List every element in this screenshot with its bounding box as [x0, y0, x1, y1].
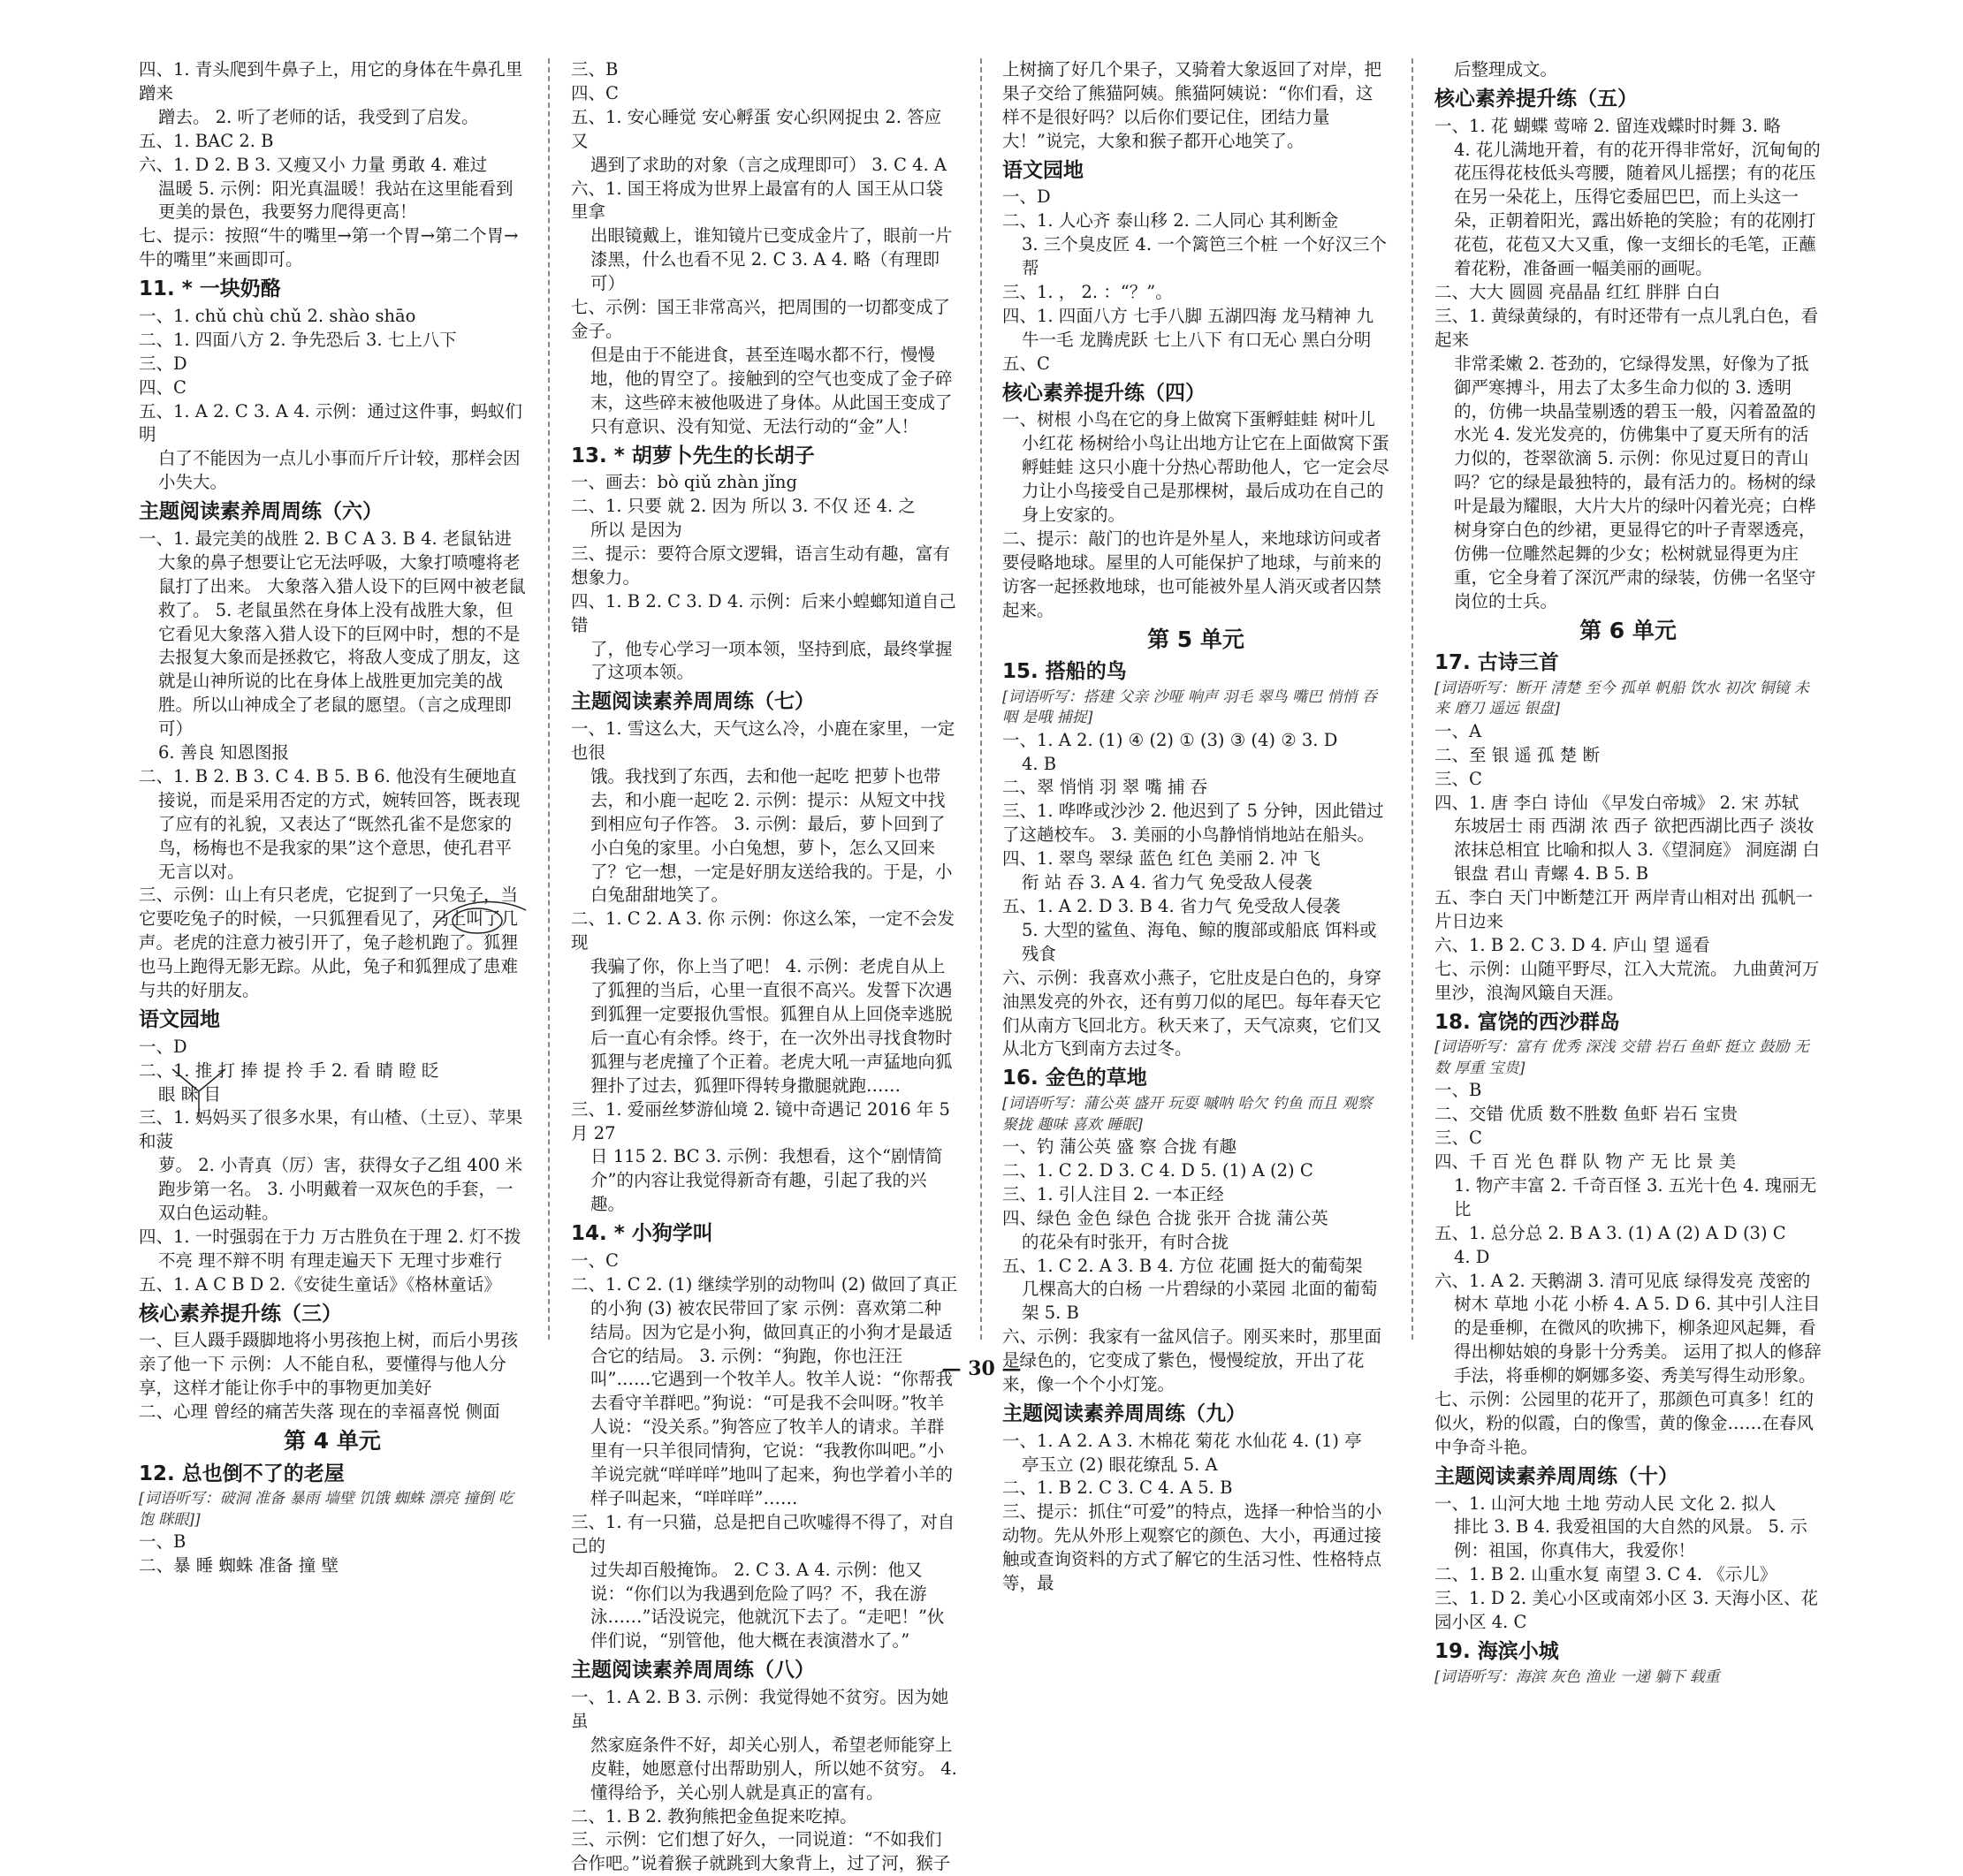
section-heading: 语文园地: [1002, 158, 1084, 182]
answer-line: 三、1. 引人注目 2. 一本正经: [1002, 1183, 1224, 1204]
correction-mark-drawing: [429, 892, 535, 946]
answer-line: 三、C: [1434, 1128, 1482, 1149]
answer-line: 出眼镜戴上，谁知镜片已变成金片了，眼前一片漆黑，什么也看不见 2. C 3. A 4. 略（有理即可）: [590, 225, 953, 294]
section-heading: 核心素养提升练（四）: [1002, 381, 1206, 405]
answer-line: 几棵高大的白杨 一片碧绿的小菜园 北面的葡萄架 5. B: [1022, 1279, 1378, 1324]
answer-line: 一、D: [1002, 186, 1051, 208]
answer-line: 三、1. 妈妈买了很多水果，有山楂、（土豆）、苹果和菠: [139, 1107, 523, 1152]
answer-line: 五、1. 安心睡觉 安心孵蛋 安心织网捉虫 2. 答应 又: [571, 106, 942, 151]
answer-line: 五、1. A 2. D 3. B 4. 省力气 免受敌人侵袭: [1002, 895, 1341, 916]
answer-line: 一、钓 蒲公英 盛 察 合拢 有趣: [1002, 1135, 1236, 1157]
answer-line: 一、C: [571, 1249, 619, 1271]
answer-line: 牛一毛 龙腾虎跃 七上八下 有口无心 黑白分明: [1022, 329, 1372, 350]
column-divider: [1411, 58, 1413, 1340]
answer-line: 3. 三个臭皮匠 4. 一个篱笆三个桩 一个好汉三个帮: [1022, 234, 1388, 279]
page-number: [0, 1357, 1963, 1380]
answer-line: 二、1. C 2. (1) 继续学别的动物叫 (2) 做回了真正: [571, 1273, 958, 1295]
answer-line: 四、1. 四面八方 七手八脚 五湖四海 龙马精神 九: [1002, 305, 1374, 326]
unit-heading: 第 6 单元: [1579, 617, 1677, 643]
answer-line: 三、1. 爱丽丝梦游仙境 2. 镜中奇遇记 2016 年 5 月 27: [571, 1098, 950, 1143]
answer-line: 饿。我找到了东西，去和他一起吃 把萝卜也带去，和小鹿一起吃 2. 示例：提示：从短文中找到相应句子作答。 3. 示例：最后，萝卜回到了小白兔的家里。小白兔想，萝卜，怎么又回来了？它一想，一定是好朋友送给我的。于是，小白兔甜甜地笑了。: [590, 765, 953, 906]
answer-line: 所以 是因为: [590, 520, 682, 541]
answer-line: 日 115 2. BC 3. 示例：我想看，这个“剧情简介”的内容让我觉得新奇有趣，引起了我的兴趣。: [590, 1146, 943, 1215]
answer-line: 五、1. 总分总 2. B A 3. (1) A (2) A D (3) C: [1434, 1222, 1786, 1243]
answer-line: 三、1. 有一只猫，总是把自己吹嘘得不得了，对自己的: [571, 1511, 955, 1556]
answer-line: 一、B: [139, 1531, 186, 1553]
answer-line: 二、1. 四面八方 2. 争先恐后 3. 七上八下: [139, 329, 457, 350]
unit-heading: 第 4 单元: [284, 1428, 381, 1454]
section-heading: 19. 海滨小城: [1434, 1640, 1559, 1663]
answer-line: 四、1. 青头爬到牛鼻子上，用它的身体在牛鼻孔里蹭来: [139, 59, 523, 103]
section-heading: 12. 总也倒不了的老屋: [139, 1462, 345, 1485]
answer-line: 衔 站 吞 3. A 4. 省力气 免受敌人侵袭: [1022, 872, 1312, 893]
answer-line: 六、示例：我喜欢小燕子，它肚皮是白色的，身穿油黑发亮的外衣，还有剪刀似的尾巴。每年春天它们从南方飞回北方。秋天来了，天气凉爽，它们又从北方飞到南方去过冬。: [1002, 967, 1382, 1060]
answer-line: 二、1. B 2. C 3. C 4. A 5. B: [1002, 1477, 1233, 1499]
answer-line: 四、1. 一时强弱在于力 万古胜负在于理 2. 灯不拨: [139, 1226, 521, 1247]
answer-line: 蹭去。 2. 听了老师的话，我受到了启发。: [158, 106, 479, 127]
vocab-list: [词语听写：断开 清楚 至今 孤单 帆船 饮水 初次 铜镜 未来 磨刀 遥远 银盘]: [1434, 679, 1809, 718]
section-heading: 11. * 一块奶酪: [139, 277, 281, 301]
answer-line: 但是由于不能进食，甚至连喝水都不行，慢慢地，他的胃空了。接触到的空气也变成了金子碎末，这些碎末被他吸进了身体。从此国王变成了只有意识、没有知觉、无法行动的“金”人！: [590, 344, 953, 437]
answer-line: 一、1. 最完美的战胜 2. B C A 3. B 4. 老鼠钻进: [139, 528, 512, 549]
answer-line: 树木 草地 小花 小桥 4. A 5. D 6. 其中引人注目的是垂柳，在微风的吹拂下，柳条迎风起舞，看得出柳姑娘的身影十分秀美。 运用了拟人的修辞手法，将垂柳的婀娜多姿、秀美写得生动形象。: [1454, 1294, 1822, 1386]
answer-line: 我骗了你，你上当了吧！ 4. 示例：老虎自从上了狐狸的当后，心里一直很不高兴。发誓下次遇到狐狸一定要报仇雪恨。狐狸自从上回侥幸逃脱后一直心有余悸。终于，在一次外出寻找食物时狐狸与老虎撞了个正着。老虎大吼一声猛地向狐狸扑了过去，狐狸吓得转身撒腿就跑……: [590, 956, 953, 1096]
answer-line: 二、至 银 遥 孤 楚 断: [1434, 744, 1600, 765]
vocab-list: [词语听写：蒲公英 盛开 玩耍 嘁呐 哈欠 钓鱼 而且 观察 聚拢 趣味 喜欢 睡眠]: [1002, 1095, 1373, 1134]
answer-line: 眼 眯 目: [158, 1083, 221, 1105]
page-number-text: — 30 —: [941, 1357, 1022, 1380]
answer-line: 一、1. A 2. A 3. 木棉花 菊花 水仙花 4. (1) 亭: [1002, 1430, 1362, 1451]
vocab-list: [词语听写：破洞 准备 暴雨 墙壁 饥饿 蜘蛛 漂亮 撞倒 吃饱 眯眼]]: [139, 1490, 514, 1529]
answer-line: 三、提示：抓住“可爱”的特点，选择一种恰当的小动物。先从外形上观察它的颜色、大小，再通过接触或查询资料的方式了解它的生活习性、性格特点等，最: [1002, 1501, 1382, 1594]
section-heading: 13. * 胡萝卜先生的长胡子: [571, 444, 815, 467]
column-divider: [548, 58, 550, 1340]
answer-line: 三、B: [571, 59, 619, 80]
answer-line: 一、1. A 2. (1) ④ (2) ① (3) ③ (4) ② 3. D: [1002, 729, 1338, 750]
section-heading: 主题阅读素养周周练（十）: [1434, 1464, 1678, 1488]
column-2: [571, 58, 958, 1876]
answer-line: 6. 善良 知恩图报: [158, 742, 290, 763]
answer-line: 的花朵有时张开，有时合拢: [1022, 1231, 1229, 1252]
answer-line: 二、暴 睡 蜘蛛 准备 撞 壁: [139, 1555, 339, 1576]
section-heading: 16. 金色的草地: [1002, 1067, 1147, 1090]
answer-line: 一、A: [1434, 720, 1482, 741]
answer-line: 五、C: [1002, 353, 1050, 374]
section-heading: 主题阅读素养周周练（九）: [1002, 1401, 1246, 1425]
answer-line: 后整理成文。: [1454, 59, 1558, 80]
answer-line: 非常柔嫩 2. 苍劲的，它绿得发黑，好像为了抵御严寒搏斗，用去了太多生命力似的 3. 透明的，仿佛一块晶莹剔透的碧玉一般，闪着盈盈的水光 4. 发光发亮的，仿佛集中了夏天所有的活力似的，苍翠欲滴 5. 示例：你见过夏日的青山吗？它的绿是最独特的，最有活力的。杨树的绿叶是最为耀眼，大片大片的绿叶闪着光亮；白桦树身穿白色的纱裙，更显得它的叶子青翠透亮，仿佛一位雕然起舞的少女；松树就显得更为庄重，它全身着了深沉严肃的绿装，仿佛一名坚守岗位的士兵。: [1454, 353, 1816, 611]
answer-line: 萝。 2. 小青真（厉）害，获得女子乙组 400 米跑步第一名。 3. 小明戴着一双灰色的手套，一双白色运动鞋。: [158, 1155, 523, 1224]
answer-line: 五、1. A C B D 2.《安徒生童话》《格林童话》: [139, 1273, 501, 1295]
answer-line: 二、提示：敲门的也许是外星人，来地球访问或者要侵略地球。屋里的人可能保护了地球，与前来的访客一起拯救地球，也可能被外星人消灭或者囚禁起来。: [1002, 528, 1382, 620]
answer-line: 二、心理 曾经的痛苦失落 现在的幸福喜悦 侧面: [139, 1401, 500, 1423]
answer-line: 亭玉立 (2) 眼花缭乱 5. A: [1022, 1454, 1218, 1475]
answer-line: 白了不能因为一点儿小事而斤斤计较，那样会因小失大。: [158, 448, 521, 493]
answer-line: 二、1. 推 打 捧 提 拎 手 2. 看 睛 瞪 眨: [139, 1060, 439, 1081]
answer-line: 温暖 5. 示例：阳光真温暖！我站在这里能看到更美的景色，我要努力爬得更高！: [158, 178, 514, 223]
answer-line: 东坡居士 雨 西湖 浓 西子 欲把西湖比西子 淡妆浓抹总相宜 比喻和拟人 3.《望洞庭》 洞庭湖 白银盘 君山 青螺 4. B 5. B: [1454, 816, 1820, 885]
vocab-list: [词语听写：富有 优秀 深浅 交错 岩石 鱼虾 挺立 鼓励 无数 厚重 宝贵]: [1434, 1038, 1809, 1077]
answer-line: 一、1. 雪这么大，天气这么冷，小鹿在家里，一定也很: [571, 718, 955, 763]
answer-line: 三、1. D 2. 美心小区或南郊小区 3. 天海小区、花园小区 4. C: [1434, 1588, 1818, 1633]
vocab-list: [词语听写：搭建 父亲 沙哑 响声 羽毛 翠鸟 嘴巴 悄悄 吞咽 是哦 捕捉]: [1002, 687, 1377, 727]
answer-line: 四、绿色 金色 绿色 合拢 张开 合拢 蒲公英: [1002, 1207, 1328, 1228]
answer-line: 四、1. B 2. C 3. D 4. 示例：后来小蝗螂知道自己错: [571, 590, 956, 635]
answer-line: 二、1. 只要 就 2. 因为 所以 3. 不仅 还 4. 之: [571, 496, 916, 517]
answer-line: 四、1. 唐 李白 诗仙 《早发白帝城》 2. 宋 苏轼: [1434, 792, 1799, 813]
answer-line: 一、1. 花 蝴蝶 莺啼 2. 留连戏蝶时时舞 3. 略: [1434, 115, 1781, 136]
answer-line: 四、1. 翠鸟 翠绿 蓝色 红色 美丽 2. 冲 飞: [1002, 848, 1320, 870]
answer-line: 4. 花儿满地开着，有的花开得非常好，沉甸甸的花压得花枝低头弯腰，随着风儿摇摆；有的花压在另一朵花上，压得它委屈巴巴，而上头这一朵，正朝着阳光，露出娇艳的笑脸；有的花刚打花苞，花苞又大又重，像一支细长的毛笔，正蘸着花粉，准备画一幅美丽的画呢。: [1454, 139, 1821, 279]
section-heading: 主题阅读素养周周练（六）: [139, 500, 383, 524]
answer-line: 七、提示：按照“牛的嘴里→第一个胃→第二个胃→牛的嘴里”来画即可。: [139, 225, 519, 270]
section-heading: 主题阅读素养周周练（八）: [571, 1659, 815, 1682]
section-heading: 17. 古诗三首: [1434, 651, 1559, 675]
answer-line: 二、翠 悄悄 羽 翠 嘴 捕 吞: [1002, 777, 1208, 798]
column-1: [139, 58, 526, 1578]
answer-line: 不亮 理不辩不明 有理走遍天下 无理寸步难行: [158, 1249, 503, 1271]
answer-line: 然家庭条件不好，却关心别人，希望老师能穿上皮鞋，她愿意付出帮助别人，所以她不贫穷。 4. 懂得给予，关心别人就是真正的富有。: [590, 1734, 957, 1803]
answer-line: 二、1. B 2. B 3. C 4. B 5. B 6. 他没有生硬地直: [139, 765, 517, 786]
answer-line: 三、示例：山上有只老虎，它捉到了一只兔子，当它要吃兔子的时候，一只狐狸看见了，马上叫了几声。老虎的注意力被引开了，兔子趁机跑了。狐狸也马上跑得无影无踪。从此，兔子和狐狸成了患难与共的好朋友。: [139, 885, 519, 1001]
answer-line: 三、1. ， 2. ：“？”。: [1002, 281, 1173, 302]
section-heading: 15. 搭船的鸟: [1002, 660, 1127, 683]
answer-line: 一、树根 小鸟在它的身上做窝下蛋孵蛙蛙 树叶儿: [1002, 409, 1375, 430]
answer-line: 大象的鼻子想要让它无法呼吸，大象打喷嚏将老鼠打了出来。 大象落入猎人设下的巨网中被老鼠救了。 5. 老鼠虽然在身体上没有战胜大象，但它看见大象落入猎人设下的巨网中时，想的不是去报复大象而是拯救它，将敌人变成了朋友，这就是山神所说的比在身体上战胜更加完美的战胜。所以山神成全了老鼠的愿望。（言之成理即可）: [158, 551, 526, 740]
answer-line: 二、交错 优质 数不胜数 鱼虾 岩石 宝贵: [1434, 1104, 1738, 1125]
correction-mark-drawing: [168, 1060, 230, 1122]
answer-line: 七、示例：公园里的花开了，那颜色可真多！红的似火，粉的似霞，白的像雪，黄的像金……在春风中争奇斗艳。: [1434, 1389, 1815, 1457]
section-heading: 14. * 小狗学叫: [571, 1222, 713, 1246]
answer-line: 1. 物产丰富 2. 千奇百怪 3. 五光十色 4. 瑰丽无比: [1454, 1174, 1817, 1219]
answer-line: 4. B: [1022, 753, 1057, 774]
answer-line: 了，他专心学习一项本领，坚持到底，最终掌握了这项本领。: [590, 638, 953, 683]
answer-line: 二、1. C 2. D 3. C 4. D 5. (1) A (2) C: [1002, 1159, 1313, 1181]
section-heading: 核心素养提升练（五）: [1434, 87, 1638, 110]
answer-line: 四、C: [139, 376, 186, 398]
answer-line: 五、1. A 2. C 3. A 4. 示例：通过这件事，蚂蚁们明: [139, 400, 522, 445]
answer-line: 三、1. 黄绿黄绿的，有时还带有一点儿乳白色，看起来: [1434, 305, 1819, 350]
answer-line: 三、1. 哗哗或沙沙 2. 他迟到了 5 分钟，因此错过了这趟校车。 3. 美丽的小鸟静悄悄地站在船头。: [1002, 801, 1384, 846]
answer-line: 六、示例：我家有一盆风信子。刚买来时，那里面是绿色的，它变成了紫色，慢慢绽放，开出了花来，像一个个小灯笼。: [1002, 1326, 1382, 1395]
answer-line: 六、1. D 2. B 3. 又瘦又小 力量 勇敢 4. 难过: [139, 154, 488, 175]
section-heading: 18. 富饶的西沙群岛: [1434, 1010, 1620, 1034]
column-divider: [980, 58, 982, 1340]
answer-line: 六、1. A 2. 天鹅湖 3. 清可见底 绿得发亮 茂密的: [1434, 1270, 1811, 1291]
answer-line: 接说，而是采用否定的方式，婉转回答，既表现了应有的礼貌，又表达了“既然孔雀不是您家的鸟，杨梅也不是我家的果”这个意思，使孔君平无言以对。: [158, 789, 521, 882]
section-heading: 主题阅读素养周周练（七）: [571, 690, 815, 714]
answer-line: 五、1. C 2. A 3. B 4. 方位 花圃 挺大的葡萄架: [1002, 1255, 1363, 1276]
unit-heading: 第 5 单元: [1147, 626, 1244, 652]
answer-line: 一、B: [1434, 1080, 1482, 1101]
answer-line: 五、李白 天门中断楚江开 两岸青山相对出 孤帆一片日边来: [1434, 887, 1814, 932]
answer-line: 一、巨人蹑手蹑脚地将小男孩抱上树，而后小男孩亲了他一下 示例：人不能自私，要懂得与他人分享，这样才能让你手中的事物更加美好: [139, 1330, 519, 1399]
answer-line: 二、1. B 2. 山重水复 南望 3. C 4. 《示儿》: [1434, 1564, 1777, 1585]
answer-line: 三、示例：它们想了好久，一同说道：“不如我们合作吧。”说着猴子就跳到大象背上，过了河，猴子: [571, 1829, 951, 1874]
answer-line: 二、1. C 2. A 3. 你 示例：你这么笨，一定不会发现: [571, 908, 955, 953]
answer-line: 4. D: [1454, 1246, 1490, 1267]
answer-line: 三、C: [1434, 768, 1482, 789]
answer-line: 排比 3. B 4. 我爱祖国的大自然的风景。 5. 示例：祖国，你真伟大，我爱你！: [1454, 1516, 1807, 1561]
section-heading: 语文园地: [139, 1008, 220, 1031]
answer-line: 四、C: [571, 82, 619, 103]
column-4: [1434, 58, 1822, 1688]
answer-line: 二、大大 圆圆 亮晶晶 红红 胖胖 白白: [1434, 281, 1721, 302]
answer-line: 二、1. 人心齐 泰山移 2. 二人同心 其利断金: [1002, 210, 1339, 232]
answer-line: 一、1. 山河大地 土地 劳动人民 文化 2. 拟人: [1434, 1492, 1777, 1514]
answer-line: 六、1. 国王将成为世界上最富有的人 国王从口袋里拿: [571, 178, 944, 223]
answer-line: 二、1. B 2. 教狗熊把金鱼捉来吃掉。: [571, 1805, 857, 1827]
answer-line: 一、画去：bò qiǔ zhàn jǐng: [571, 472, 797, 493]
answer-line: 遇到了求助的对象（言之成理即可） 3. C 4. A: [590, 154, 947, 175]
section-heading: 核心素养提升练（三）: [139, 1302, 342, 1325]
answer-line: 一、D: [139, 1036, 187, 1057]
answer-line: 过失却百般掩饰。 2. C 3. A 4. 示例：他又说：“你们以为我遇到危险了吗？不，我在游泳……”话没说完，他就沉下去了。“走吧！”伙伴们说，“别管他，他大概在表演潜水了。”: [590, 1559, 945, 1652]
answer-line: 四、千 百 光 色 群 队 物 产 无 比 景 美: [1434, 1151, 1737, 1173]
answer-line: 一、1. chǔ chù chǔ 2. shào shāo: [139, 305, 416, 326]
answer-line: 三、D: [139, 353, 187, 374]
answer-line: 七、示例：国王非常高兴，把周围的一切都变成了金子。: [571, 297, 951, 341]
answer-line: 三、提示：要符合原文逻辑，语言生动有趣，富有想象力。: [571, 543, 951, 588]
vocab-list: [词语听写：海滨 灰色 渔业 一递 躺下 载重: [1434, 1667, 1720, 1686]
answer-line: 小红花 杨树给小鸟让出地方让它在上面做窝下蛋孵蛙蛙 这只小鹿十分热心帮助他人，它一定会尽力让小鸟接受自己是那棵树，最后成功在自己的身上安家的。: [1022, 433, 1389, 525]
answer-line: 五、1. BAC 2. B: [139, 130, 274, 151]
answer-line: 的小狗 (3) 被农民带回了家 示例：喜欢第二种结局。因为它是小狗，做回真正的小狗才是最适合它的结局。 3. 示例：“狗跑，你也汪汪叫”……它遇到一个牧羊人。牧羊人说：“你帮我去看守羊群吧。”狗说：“可是我不会叫呀。”牧羊人说：“没关系。”狗答应了牧羊人的请求。羊群里有一只羊很同情狗，它说：“我教你叫吧。”小羊说完就“咩咩咩”地叫了起来，狗也学着小羊的样子叫起来，“咩咩咩”……: [590, 1297, 953, 1508]
answer-line: 上树摘了好几个果子，又骑着大象返回了对岸，把果子交给了熊猫阿姨。熊猫阿姨说：“你们看，这样不是很好吗？以后你们要记住，团结力量大！”说完，大象和猴子都开心地笑了。: [1002, 59, 1382, 151]
answer-line: 七、示例：山随平野尽，江入大荒流。 九曲黄河万里沙，浪淘风簸自天涯。: [1434, 958, 1820, 1003]
answer-line: 一、1. A 2. B 3. 示例：我觉得她不贫穷。因为她虽: [571, 1687, 949, 1731]
answer-line: 5. 大型的鲨鱼、海龟、鲸的腹部或船底 饵料或残食: [1022, 919, 1377, 964]
answer-line: 六、1. B 2. C 3. D 4. 庐山 望 遥看: [1434, 934, 1710, 955]
